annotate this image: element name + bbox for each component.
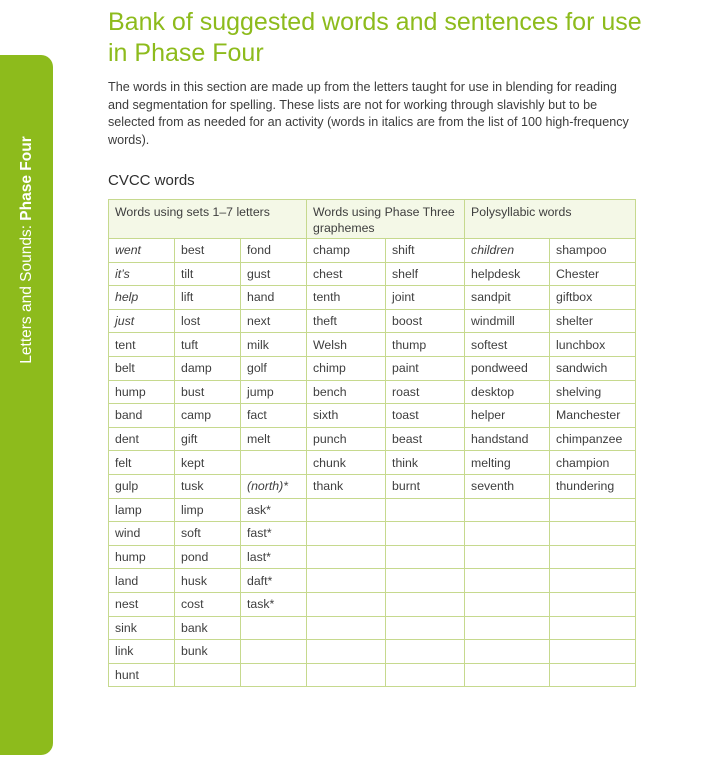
table-row bbox=[109, 569, 636, 593]
table-cell: hump bbox=[109, 545, 175, 569]
section-title: CVCC words bbox=[108, 172, 195, 189]
table-cell: lift bbox=[175, 286, 241, 310]
table-cell: belt bbox=[109, 356, 175, 380]
table-cell: helper bbox=[465, 404, 550, 428]
table-cell: bunk bbox=[175, 640, 241, 664]
table-cell bbox=[307, 545, 386, 569]
table-cell bbox=[386, 640, 465, 664]
table-cell bbox=[465, 522, 550, 546]
table-cell: sixth bbox=[307, 404, 386, 428]
table-cell: ask* bbox=[241, 498, 307, 522]
table-cell: damp bbox=[175, 356, 241, 380]
table-cell: daft* bbox=[241, 569, 307, 593]
table-cell: best bbox=[175, 239, 241, 263]
table-cell bbox=[307, 592, 386, 616]
table-cell: golf bbox=[241, 356, 307, 380]
table-row bbox=[109, 286, 636, 310]
table-cell: felt bbox=[109, 451, 175, 475]
table-cell: shift bbox=[386, 239, 465, 263]
side-tab-phase: Phase Four bbox=[18, 136, 35, 221]
page-title: Bank of suggested words and sentences for use in Phase Four bbox=[108, 8, 642, 67]
table-cell: pond bbox=[175, 545, 241, 569]
table-header-row bbox=[109, 200, 636, 239]
table-cell: fact bbox=[241, 404, 307, 428]
table-row bbox=[109, 522, 636, 546]
table-cell: tenth bbox=[307, 286, 386, 310]
side-tab bbox=[0, 55, 53, 755]
table-row bbox=[109, 498, 636, 522]
table-cell: went bbox=[109, 239, 175, 263]
table-cell bbox=[307, 640, 386, 664]
intro-paragraph: The words in this section are made up from the letters taught for use in blending for reading and segmentation for spelling. These lists are not for working through slavishly but to be selected from as needed for an activity (words in italics are from the list of 100 high-frequency words). bbox=[108, 80, 629, 147]
table-cell: seventh bbox=[465, 474, 550, 498]
table-cell: (north)* bbox=[241, 474, 307, 498]
table-cell: champion bbox=[550, 451, 636, 475]
table-cell bbox=[386, 569, 465, 593]
table-cell: theft bbox=[307, 309, 386, 333]
table-cell bbox=[465, 592, 550, 616]
table-cell: thank bbox=[307, 474, 386, 498]
table-cell: pondweed bbox=[465, 356, 550, 380]
table-cell: children bbox=[465, 239, 550, 263]
table-cell: next bbox=[241, 309, 307, 333]
table-cell: husk bbox=[175, 569, 241, 593]
table-cell: cost bbox=[175, 592, 241, 616]
table-cell: tuft bbox=[175, 333, 241, 357]
table-cell: chunk bbox=[307, 451, 386, 475]
table-cell bbox=[550, 522, 636, 546]
table-cell: chest bbox=[307, 262, 386, 286]
table-cell: hand bbox=[241, 286, 307, 310]
table-cell bbox=[465, 640, 550, 664]
table-cell: task* bbox=[241, 592, 307, 616]
table-cell: lost bbox=[175, 309, 241, 333]
table-cell: roast bbox=[386, 380, 465, 404]
table-row bbox=[109, 663, 636, 687]
table-cell: champ bbox=[307, 239, 386, 263]
table-cell: lamp bbox=[109, 498, 175, 522]
table-cell bbox=[175, 663, 241, 687]
table-cell: kept bbox=[175, 451, 241, 475]
table-cell: sandpit bbox=[465, 286, 550, 310]
table-cell: joint bbox=[386, 286, 465, 310]
table-cell bbox=[307, 569, 386, 593]
table-cell bbox=[550, 592, 636, 616]
table-cell: Welsh bbox=[307, 333, 386, 357]
table-cell: last* bbox=[241, 545, 307, 569]
table-cell bbox=[307, 498, 386, 522]
table-cell bbox=[550, 498, 636, 522]
table-cell: lunchbox bbox=[550, 333, 636, 357]
table-cell: nest bbox=[109, 592, 175, 616]
table-row bbox=[109, 404, 636, 428]
table-body bbox=[109, 239, 636, 687]
table-cell bbox=[550, 616, 636, 640]
table-cell: fond bbox=[241, 239, 307, 263]
table-cell: bench bbox=[307, 380, 386, 404]
table-cell: boost bbox=[386, 309, 465, 333]
table-cell bbox=[465, 498, 550, 522]
table-row bbox=[109, 545, 636, 569]
table-cell: link bbox=[109, 640, 175, 664]
table-cell: dent bbox=[109, 427, 175, 451]
table-row bbox=[109, 427, 636, 451]
table-cell: shelving bbox=[550, 380, 636, 404]
table-cell: chimp bbox=[307, 356, 386, 380]
table-cell bbox=[307, 522, 386, 546]
table-cell: help bbox=[109, 286, 175, 310]
table-row bbox=[109, 616, 636, 640]
table-cell: tusk bbox=[175, 474, 241, 498]
table-cell: jump bbox=[241, 380, 307, 404]
table-cell: Chester bbox=[550, 262, 636, 286]
table-cell bbox=[550, 569, 636, 593]
table-cell: band bbox=[109, 404, 175, 428]
table-cell: bust bbox=[175, 380, 241, 404]
words-table bbox=[108, 199, 636, 687]
table-cell: paint bbox=[386, 356, 465, 380]
table-cell: hump bbox=[109, 380, 175, 404]
side-tab-label bbox=[18, 136, 36, 363]
table-cell: burnt bbox=[386, 474, 465, 498]
table-cell: thump bbox=[386, 333, 465, 357]
header-polysyllabic: Polysyllabic words bbox=[465, 200, 636, 239]
table-cell: punch bbox=[307, 427, 386, 451]
table-cell: shampoo bbox=[550, 239, 636, 263]
table-cell bbox=[550, 663, 636, 687]
table-cell: thundering bbox=[550, 474, 636, 498]
table-row bbox=[109, 309, 636, 333]
table-cell: melting bbox=[465, 451, 550, 475]
table-cell: gulp bbox=[109, 474, 175, 498]
table-cell: camp bbox=[175, 404, 241, 428]
table-cell: Manchester bbox=[550, 404, 636, 428]
table-row bbox=[109, 262, 636, 286]
table-cell: tilt bbox=[175, 262, 241, 286]
table-cell bbox=[386, 592, 465, 616]
table-cell: windmill bbox=[465, 309, 550, 333]
table-cell: land bbox=[109, 569, 175, 593]
table-row bbox=[109, 592, 636, 616]
table-cell: chimpanzee bbox=[550, 427, 636, 451]
table-cell: soft bbox=[175, 522, 241, 546]
table-cell: just bbox=[109, 309, 175, 333]
table-cell bbox=[386, 616, 465, 640]
table-cell: it’s bbox=[109, 262, 175, 286]
table-cell: bank bbox=[175, 616, 241, 640]
header-sets-1-7: Words using sets 1–7 letters bbox=[109, 200, 307, 239]
table-cell bbox=[386, 522, 465, 546]
table-cell bbox=[465, 663, 550, 687]
table-cell bbox=[465, 569, 550, 593]
table-cell bbox=[241, 616, 307, 640]
table-row bbox=[109, 333, 636, 357]
table-row bbox=[109, 239, 636, 263]
header-phase-three: Words using Phase Three graphemes bbox=[307, 200, 465, 239]
table-cell: think bbox=[386, 451, 465, 475]
table-row bbox=[109, 380, 636, 404]
table-cell: sandwich bbox=[550, 356, 636, 380]
table-row bbox=[109, 451, 636, 475]
table-cell bbox=[307, 616, 386, 640]
table-cell bbox=[386, 498, 465, 522]
table-cell: helpdesk bbox=[465, 262, 550, 286]
table-row bbox=[109, 356, 636, 380]
table-cell bbox=[550, 640, 636, 664]
table-cell: milk bbox=[241, 333, 307, 357]
table-cell: wind bbox=[109, 522, 175, 546]
table-cell: handstand bbox=[465, 427, 550, 451]
table-cell bbox=[465, 616, 550, 640]
table-cell: melt bbox=[241, 427, 307, 451]
table-cell: desktop bbox=[465, 380, 550, 404]
table-cell: gift bbox=[175, 427, 241, 451]
table-cell: softest bbox=[465, 333, 550, 357]
table-cell bbox=[386, 545, 465, 569]
table-row bbox=[109, 640, 636, 664]
table-cell: toast bbox=[386, 404, 465, 428]
table-cell bbox=[386, 663, 465, 687]
table-cell bbox=[307, 663, 386, 687]
table-cell bbox=[241, 640, 307, 664]
table-cell: fast* bbox=[241, 522, 307, 546]
table-row bbox=[109, 474, 636, 498]
table-cell: shelter bbox=[550, 309, 636, 333]
side-tab-prefix: Letters and Sounds: bbox=[18, 220, 35, 364]
table-cell bbox=[465, 545, 550, 569]
table-cell: sink bbox=[109, 616, 175, 640]
table-cell: giftbox bbox=[550, 286, 636, 310]
table-cell: beast bbox=[386, 427, 465, 451]
table-cell bbox=[241, 663, 307, 687]
table-cell: limp bbox=[175, 498, 241, 522]
table-cell: shelf bbox=[386, 262, 465, 286]
table-cell: gust bbox=[241, 262, 307, 286]
table-cell: hunt bbox=[109, 663, 175, 687]
table-cell bbox=[241, 451, 307, 475]
table-cell: tent bbox=[109, 333, 175, 357]
table-cell bbox=[550, 545, 636, 569]
